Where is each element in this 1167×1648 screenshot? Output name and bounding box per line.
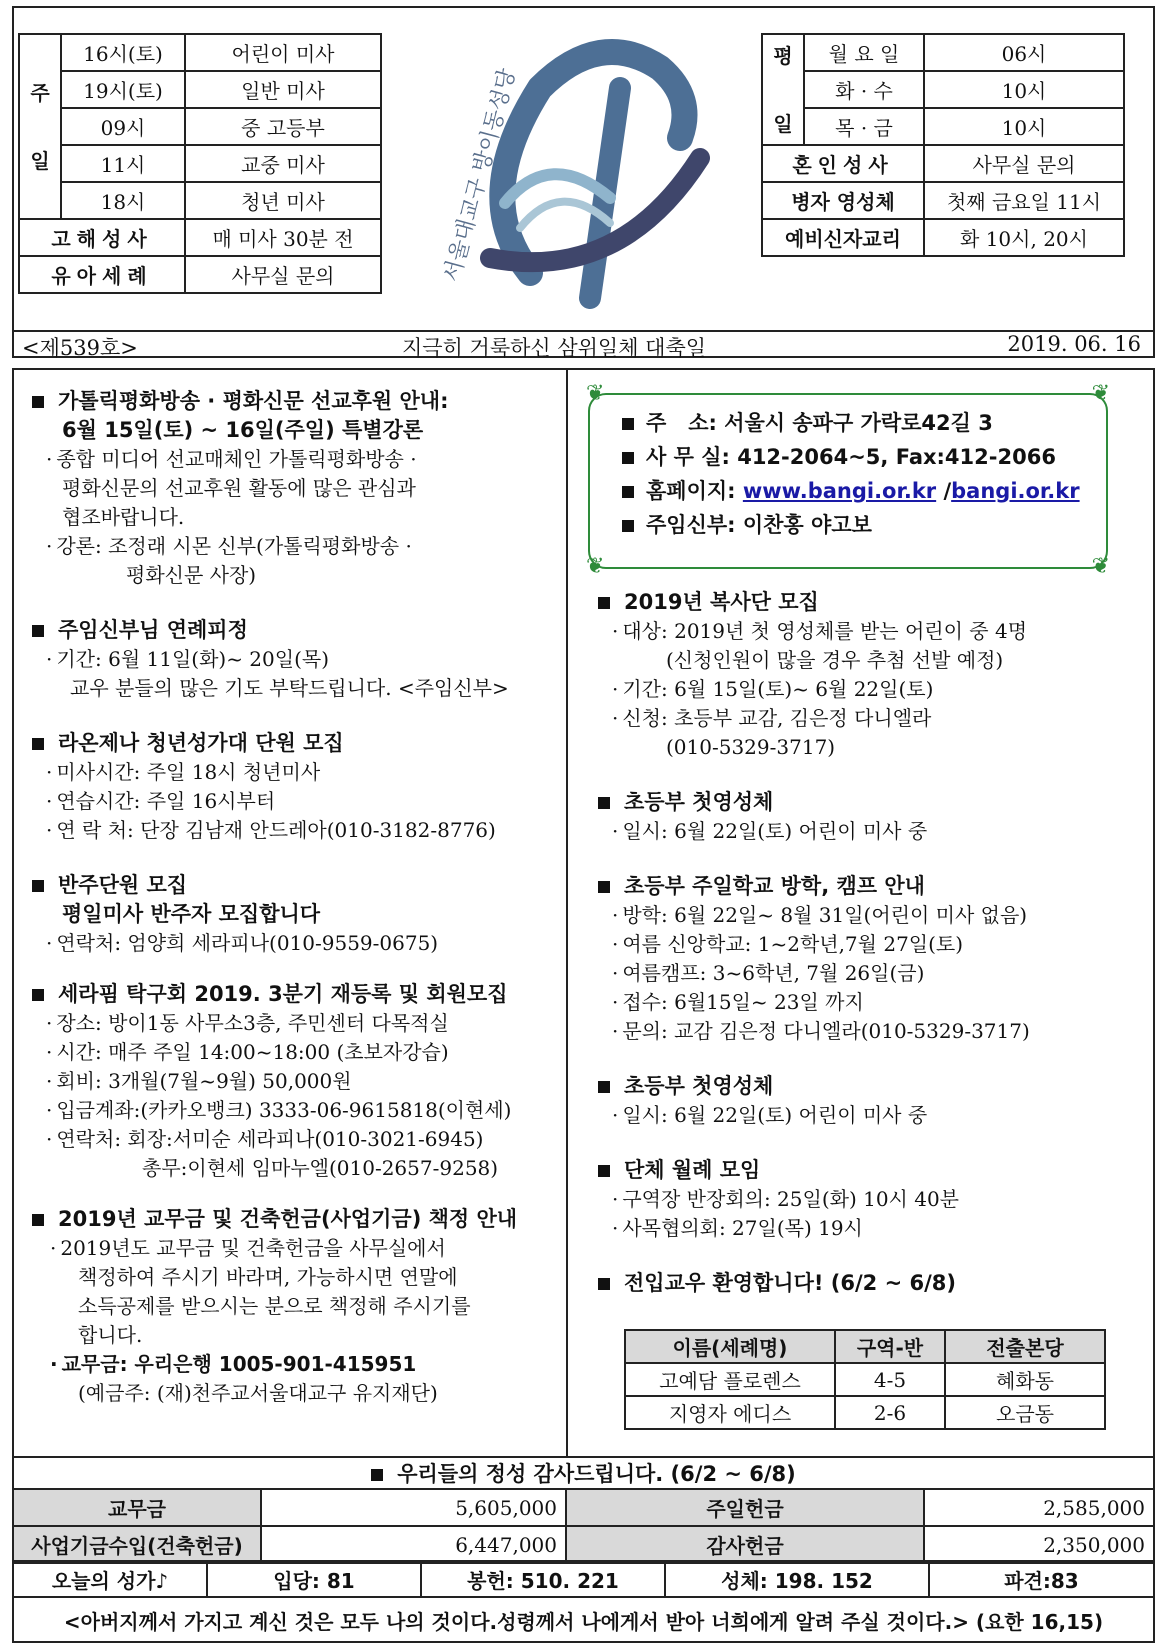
notice-title: 전입교우 환영합니다! (6/2 ~ 6/8) [624,1271,956,1295]
notice-item: 장소: 방이1동 사무소3층, 주민센터 다목적실 [56,1011,449,1035]
table-row [625,1396,1105,1429]
mass-name: 중 고등부 [185,108,381,145]
homepage-link[interactable]: www.bangi.or.kr [742,479,937,503]
transfer-cell: 2-6 [835,1396,945,1429]
hymn-table [12,1560,1155,1598]
address-label: 주 소: [646,411,717,435]
notice-item: 기간: 6월 15일(토)~ 6월 22일(토) [622,677,934,701]
right-column [598,588,1138,1320]
notice-title: 반주단원 모집 [58,873,188,897]
notice-item: 사목협의회: 27일(목) 19시 [622,1216,863,1240]
vine-ornament-icon: ❦ [586,381,605,406]
notice-item: (예금주: (재)천주교서울대교구 유지재단) [78,1381,438,1405]
notice-item: 연 락 처: 단장 김남재 안드레아(010-3182-8776) [56,818,496,842]
homepage-separator: / [943,479,952,503]
priest-label: 주임신부: [646,513,736,537]
notice-item: 신청: 초등부 교감, 김은정 다니엘라 [622,706,932,730]
notice-item: 교우 분들의 많은 기도 부탁드립니다. <주임신부> [70,676,509,700]
offering-label: 교무금 [13,1489,261,1526]
mass-name: 일반 미사 [185,71,381,108]
notice-title: 단체 월례 모임 [624,1158,761,1182]
notice-title: 가톨릭평화방송 · 평화신문 선교후원 안내: [58,389,449,413]
notice-subtitle: 6월 15일(토) ~ 16일(주일) 특별강론 [62,418,424,442]
notice-title: 초등부 첫영성체 [624,790,774,814]
baptism-value: 사무실 문의 [185,256,381,293]
notice-item: 문의: 교감 김은정 다니엘라(010-5329-3717) [622,1019,1030,1043]
issue-bar [12,330,1155,358]
notice-item: 2019년도 교무금 및 건축헌금을 사무실에서 [60,1236,446,1260]
weekday-time: 06시 [924,34,1124,71]
notice-item: 기간: 6월 11일(화)~ 20일(목) [56,647,330,671]
transfer-cell: 4-5 [835,1363,945,1396]
notice-title: 라온제나 청년성가대 단원 모집 [58,731,344,755]
homepage-link-alt[interactable]: bangi.or.kr [951,479,1080,503]
notice-section: 주임신부님 연례피정 · 기간: 6월 11일(화)~ 20일(목) 교우 분들의 많은 기도 부탁드립니다. <주임신부> [32,616,562,703]
vine-ornament-icon: ❦ [1091,381,1110,406]
transfer-cell: 오금동 [945,1396,1105,1429]
transfer-cell: 지영자 에디스 [625,1396,835,1429]
parish-info-box [586,381,1110,579]
mass-time: 11시 [61,145,185,182]
notice-item: 교무금: 우리은행 1005-901-415951 [61,1352,417,1376]
hymn-dismissal: 파견:83 [929,1561,1154,1597]
notice-item: 방학: 6월 22일~ 8월 31일(어린이 미사 없음) [622,903,1028,927]
notice-title: 주임신부님 연례피정 [58,618,248,642]
notice-item: 합니다. [78,1323,143,1347]
priest-value: 이찬홍 야고보 [742,513,872,537]
office-label: 사 무 실: [646,445,730,469]
weekday-day: 목 · 금 [804,108,924,145]
mass-time: 19시(토) [61,71,185,108]
vine-ornament-icon: ❦ [586,554,605,579]
notice-item: 책정하여 주시기 바라며, 가능하시면 연말에 [78,1265,458,1289]
notice-section: 2019년 교무금 및 건축헌금(사업기금) 책정 안내 · 2019년도 교무금 및 건축헌금을 사무실에서 책정하여 주시기 바라며, 가능하시면 연말에 소득공제를 받으시는 분으로 책정해 주시기를 합니다. · 교무금: 우리은행 1005-901-415951 (예금주: (재)천주교서울대교구 유지재단) [32,1205,562,1408]
weekday-day: 화 · 수 [804,71,924,108]
notice-item: 미사시간: 주일 18시 청년미사 [56,760,321,784]
notice-section: 세라핌 탁구회 2019. 3분기 재등록 및 회원모집 · 장소: 방이1동 사무소3층, 주민센터 다목적실 · 시간: 매주 주일 14:00~18:00 (초보자강습) · 회비: 3개월(7월~9월) 50,000원 · 입금계좌:(카카오뱅크) 3333-06-9615818(이현세) · 연락처: 회장:서미순 세라피나(010-3021-6945) 총무:이현세 임마누엘(010-2657-9258) [32,980,562,1183]
notice-title: 초등부 주일학교 방학, 캠프 안내 [624,874,925,898]
transfer-header: 구역-반 [835,1330,945,1363]
notice-item: 일시: 6월 22일(토) 어린이 미사 중 [622,819,928,843]
notice-section: 초등부 주일학교 방학, 캠프 안내 · 방학: 6월 22일~ 8월 31일(어린이 미사 없음) · 여름 신앙학교: 1~2학년,7월 27일(토) · 여름캠프: 3~6학년, 7월 26일(금) · 접수: 6월15일~ 23일 까지 · 문의: 교감 김은정 다니엘라(010-5329-3717) [598,872,1138,1046]
notice-item: 여름 신앙학교: 1~2학년,7월 27일(토) [622,932,964,956]
table-row [13,1526,1154,1563]
issue-date: 2019. 06. 16 [1007,332,1141,356]
notice-item: 연락처: 회장:서미순 세라피나(010-3021-6945) [56,1127,484,1151]
parish-logo [410,28,740,328]
notice-item: 평화신문의 선교후원 활동에 많은 관심과 [62,476,416,500]
transfer-header: 이름(세례명) [625,1330,835,1363]
hymn-communion: 성체: 198. 152 [665,1561,929,1597]
notice-title: 초등부 첫영성체 [624,1074,774,1098]
hymn-offertory: 봉헌: 510. 221 [421,1561,665,1597]
baptism-label: 유아세례 [19,256,185,293]
weekday-time: 10시 [924,71,1124,108]
notice-item: 연락처: 엄양희 세라피나(010-9559-0675) [56,931,439,955]
notice-item: 대상: 2019년 첫 영성체를 받는 어린이 중 4명 [622,619,1028,643]
weekday-mass-table [761,33,1125,257]
logo-text: 서울대교구 방이동성당 [439,66,521,285]
transfer-cell: 고예담 플로렌스 [625,1363,835,1396]
left-column [32,387,562,1430]
column-divider [566,368,568,1456]
mass-name: 어린이 미사 [185,34,381,71]
marriage-value: 사무실 문의 [924,145,1124,182]
notice-section [598,1269,1138,1298]
issue-title: 지극히 거룩하신 삼위일체 대축일 [402,336,707,360]
notice-item: 강론: 조정래 시몬 신부(가톨릭평화방송 · [56,534,412,558]
offering-value: 2,350,000 [924,1526,1154,1563]
mass-name: 교중 미사 [185,145,381,182]
mass-time: 16시(토) [61,34,185,71]
hymn-label: 오늘의 성가♪ [13,1561,207,1597]
address-value: 서울시 송파구 가락로42길 3 [724,411,993,435]
bible-verse: <아버지께서 가지고 계신 것은 모두 나의 것이다.성령께서 나에게서 받아 너희에게 알려 주실 것이다.> (요한 16,15) [63,1610,1104,1634]
notice-item: 평화신문 사장) [126,563,257,587]
transfer-header: 전출본당 [945,1330,1105,1363]
offering-label: 사업기금수입(건축헌금) [13,1526,261,1563]
catechism-label: 예비신자교리 [762,219,924,256]
offerings-title-text: 우리들의 정성 감사드립니다. (6/2 ~ 6/8) [397,1462,796,1486]
offerings-title [14,1456,1153,1490]
notice-item: 입금계좌:(카카오뱅크) 3333-06-9615818(이현세) [56,1098,512,1122]
notice-item: 접수: 6월15일~ 23일 까지 [622,990,864,1014]
weekday-day: 월 요 일 [804,34,924,71]
offering-value: 5,605,000 [261,1489,566,1526]
notice-item: (신청인원이 많을 경우 추첨 선발 예정) [666,648,1004,672]
notice-item: (010-5329-3717) [666,735,836,759]
notice-item: 협조바랍니다. [62,505,185,529]
hymn-entrance: 입당: 81 [207,1561,421,1597]
notice-item: 회비: 3개월(7월~9월) 50,000원 [56,1069,352,1093]
notice-section: 초등부 첫영성체 · 일시: 6월 22일(토) 어린이 미사 중 [598,1072,1138,1130]
notice-item: 소득공제를 받으시는 분으로 책정해 주시기를 [78,1294,471,1318]
sunday-label: 주 일 [19,34,61,219]
notice-section: 라온제나 청년성가대 단원 모집 · 미사시간: 주일 18시 청년미사 · 연습시간: 주일 16시부터 · 연 락 처: 단장 김남재 안드레아(010-3182-8776) [32,729,562,845]
notice-section: 단체 월례 모임 · 구역장 반장회의: 25일(화) 10시 40분 · 사목협의회: 27일(목) 19시 [598,1156,1138,1243]
issue-number: <제539호> [22,336,138,360]
mass-time: 18시 [61,182,185,219]
offering-value: 6,447,000 [261,1526,566,1563]
notice-item: 시간: 매주 주일 14:00~18:00 (초보자강습) [56,1040,449,1064]
homepage-label: 홈페이지: [646,479,736,503]
sunday-mass-table [18,33,382,294]
transfer-cell: 혜화동 [945,1363,1105,1396]
notice-section: 가톨릭평화방송 · 평화신문 선교후원 안내: 6월 15일(토) ~ 16일(주일) 특별강론 · 종합 미디어 선교매체인 가톨릭평화방송 · 평화신문의 선교후원 활동에 많은 관심과 협조바랍니다. · 강론: 조정래 시몬 신부(가톨릭평화방송 · 평화신문 사장) [32,387,562,590]
notice-item: 여름캠프: 3~6학년, 7월 26일(금) [622,961,925,985]
confession-value: 매 미사 30분 전 [185,219,381,256]
marriage-label: 혼인성사 [762,145,924,182]
notice-item: 연습시간: 주일 16시부터 [56,789,276,813]
vine-ornament-icon: ❦ [1091,554,1110,579]
catechism-value: 화 10시, 20시 [924,219,1124,256]
offering-label: 주일헌금 [566,1489,924,1526]
table-row [13,1489,1154,1526]
notice-item: 총무:이현세 임마누엘(010-2657-9258) [142,1156,499,1180]
weekday-label: 평 일 [762,34,804,145]
transfer-table [624,1329,1106,1430]
notice-section: 반주단원 모집 평일미사 반주자 모집합니다 · 연락처: 엄양희 세라피나(010-9559-0675) [32,871,562,958]
mass-name: 청년 미사 [185,182,381,219]
notice-section: 2019년 복사단 모집 · 대상: 2019년 첫 영성체를 받는 어린이 중 4명 (신청인원이 많을 경우 추첨 선발 예정) · 기간: 6월 15일(토)~ 6월 22일(토) · 신청: 초등부 교감, 김은정 다니엘라 (010-5329-3717) [598,588,1138,762]
notice-item: 종합 미디어 선교매체인 가톨릭평화방송 · [56,447,417,471]
mass-time: 09시 [61,108,185,145]
notice-item: 일시: 6월 22일(토) 어린이 미사 중 [622,1103,928,1127]
notice-subtitle: 평일미사 반주자 모집합니다 [62,902,321,926]
confession-label: 고해성사 [19,219,185,256]
weekday-time: 10시 [924,108,1124,145]
table-row [13,1561,1154,1597]
sick-communion-label: 병자 영성체 [762,182,924,219]
notice-item: 구역장 반장회의: 25일(화) 10시 40분 [622,1187,960,1211]
notice-title: 세라핌 탁구회 2019. 3분기 재등록 및 회원모집 [58,982,508,1006]
sick-communion-value: 첫째 금요일 11시 [924,182,1124,219]
notice-title: 2019년 교무금 및 건축헌금(사업기금) 책정 안내 [58,1207,518,1231]
table-row [625,1363,1105,1396]
office-value: 412-2064~5, Fax:412-2066 [737,445,1056,469]
notice-title: 2019년 복사단 모집 [624,590,819,614]
offering-label: 감사헌금 [566,1526,924,1563]
notice-section: 초등부 첫영성체 · 일시: 6월 22일(토) 어린이 미사 중 [598,788,1138,846]
offering-value: 2,585,000 [924,1489,1154,1526]
offerings-table [12,1488,1155,1564]
